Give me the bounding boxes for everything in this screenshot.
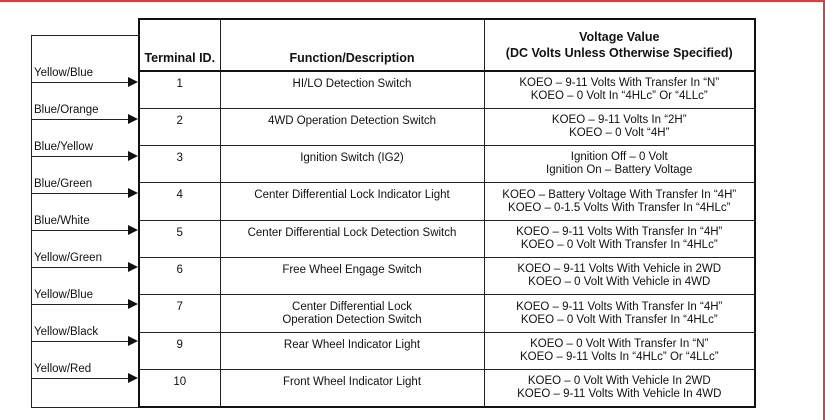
table-row <box>139 295 755 332</box>
voltage-text: KOEO – 0 Volt With Transfer In “4HLc” <box>520 313 718 326</box>
voltage-text: KOEO – 0 Volt With Transfer In “N” <box>530 337 709 350</box>
table-row <box>139 108 755 145</box>
voltage-cell <box>484 370 755 407</box>
function-cell <box>220 71 484 108</box>
voltage-text: KOEO – 0 Volt With Vehicle in 4WD <box>528 276 711 289</box>
wire-5 <box>31 215 138 235</box>
voltage-cell <box>484 295 755 332</box>
voltage-text: KOEO – Battery Voltage With Transfer In “4H” <box>502 188 737 201</box>
terminal-id-cell: 3 <box>139 146 220 183</box>
function-text: Center Differential Lock Indicator Light <box>254 189 450 202</box>
voltage-text: KOEO – 0 Volt “4H” <box>569 126 670 139</box>
voltage-cell <box>484 258 755 295</box>
function-text: Free Wheel Engage Switch <box>282 264 422 277</box>
voltage-cell <box>484 71 755 108</box>
voltage-cell <box>484 332 755 369</box>
function-text: Ignition Switch (IG2) <box>300 152 404 165</box>
arrow-right-icon <box>128 225 138 235</box>
function-cell <box>220 370 484 407</box>
arrow-right-icon <box>128 262 138 272</box>
function-text: HI/LO Detection Switch <box>292 78 412 90</box>
voltage-text: Ignition Off – 0 Volt <box>570 151 668 164</box>
wire-color-label: Yellow/Blue <box>34 289 94 301</box>
wire-6 <box>31 252 138 272</box>
function-cell <box>220 146 484 183</box>
wire-line <box>31 267 128 268</box>
wire-2 <box>31 104 138 124</box>
table-header-row <box>139 19 755 71</box>
wire-color-label: Blue/Orange <box>34 104 99 116</box>
voltage-text: KOEO – 9-11 Volts With Transfer In “4H” <box>516 225 723 238</box>
voltage-text: KOEO – 9-11 Volts In “2H” <box>551 113 687 126</box>
voltage-header <box>484 19 755 71</box>
terminal-id-header: Terminal ID. <box>139 19 220 71</box>
function-cell <box>220 258 484 295</box>
table-row <box>139 220 755 257</box>
arrow-right-icon <box>128 114 138 124</box>
wire-1 <box>31 67 138 87</box>
terminal-id-cell: 9 <box>139 332 220 369</box>
function-header: Function/Description <box>220 19 484 71</box>
window-frame-top <box>0 0 825 2</box>
wire-line <box>31 304 128 305</box>
function-cell <box>220 295 484 332</box>
function-cell <box>220 332 484 369</box>
voltage-text: KOEO – 0 Volt In “4HLc” Or “4LLc” <box>530 89 708 102</box>
terminal-id-cell: 4 <box>139 183 220 220</box>
arrow-right-icon <box>128 188 138 198</box>
table-row <box>139 146 755 183</box>
function-text: Front Wheel Indicator Light <box>282 376 422 389</box>
wire-line <box>31 119 128 120</box>
terminal-id-cell: 7 <box>139 295 220 332</box>
arrow-right-icon <box>128 373 138 383</box>
function-text: Center Differential Lock <box>292 301 412 314</box>
voltage-header-subtitle: (DC Volts Unless Otherwise Specified) <box>505 46 733 60</box>
wire-line <box>31 193 128 194</box>
function-text: 4WD Operation Detection Switch <box>267 114 437 127</box>
voltage-text: KOEO – 9-11 Volts With Vehicle In 4WD <box>517 388 722 401</box>
function-text: Center Differential Lock Detection Switch <box>247 226 457 239</box>
wire-color-label: Yellow/Black <box>34 326 99 338</box>
arrow-right-icon <box>128 336 138 346</box>
voltage-text: KOEO – 0-1.5 Volts With Transfer In “4HLc” <box>508 201 731 214</box>
wire-3 <box>31 141 138 161</box>
wire-8 <box>31 326 138 346</box>
wire-line <box>31 156 128 157</box>
function-text: Operation Detection Switch <box>282 314 422 327</box>
voltage-text: KOEO – 0 Volt With Vehicle In 2WD <box>527 375 711 388</box>
terminal-table <box>138 18 756 408</box>
wire-color-label: Yellow/Blue <box>34 67 94 79</box>
wire-color-label: Blue/Yellow <box>34 141 94 153</box>
table-row <box>139 258 755 295</box>
table-row <box>139 370 755 407</box>
wire-color-label: Blue/Green <box>34 178 93 190</box>
wire-7 <box>31 289 138 309</box>
wire-color-label: Yellow/Red <box>34 363 92 375</box>
function-cell <box>220 220 484 257</box>
wire-color-label: Blue/White <box>34 215 90 227</box>
table-body <box>139 71 755 407</box>
wire-color-label: Yellow/Green <box>34 252 102 264</box>
wire-line <box>31 230 128 231</box>
voltage-text: KOEO – 9-11 Volts In “4HLc” Or “4LLc” <box>519 350 719 363</box>
voltage-text: KOEO – 9-11 Volts With Transfer In “N” <box>519 76 720 89</box>
voltage-cell <box>484 183 755 220</box>
voltage-text: KOEO – 9-11 Volts With Transfer In “4H” <box>516 300 723 313</box>
voltage-text: Ignition On – Battery Voltage <box>546 164 693 177</box>
terminal-id-cell: 5 <box>139 220 220 257</box>
voltage-cell <box>484 146 755 183</box>
voltage-text: KOEO – 9-11 Volts With Vehicle in 2WD <box>517 263 722 276</box>
voltage-cell <box>484 220 755 257</box>
terminal-id-cell: 1 <box>139 71 220 108</box>
arrow-right-icon <box>128 151 138 161</box>
function-cell <box>220 183 484 220</box>
table-row <box>139 332 755 369</box>
wire-line <box>31 378 128 379</box>
table-row <box>139 71 755 108</box>
arrow-right-icon <box>128 299 138 309</box>
table-row <box>139 183 755 220</box>
voltage-header-title: Voltage Value <box>579 30 660 44</box>
wire-line <box>31 82 128 83</box>
voltage-text: KOEO – 0 Volt With Transfer In “4HLc” <box>520 238 718 251</box>
wire-line <box>31 341 128 342</box>
function-text: Rear Wheel Indicator Light <box>283 338 421 351</box>
terminal-id-cell: 10 <box>139 370 220 407</box>
wire-4 <box>31 178 138 198</box>
function-cell <box>220 108 484 145</box>
terminal-id-cell: 6 <box>139 258 220 295</box>
arrow-right-icon <box>128 77 138 87</box>
terminal-id-cell: 2 <box>139 108 220 145</box>
voltage-cell <box>484 108 755 145</box>
wire-9 <box>31 363 138 383</box>
